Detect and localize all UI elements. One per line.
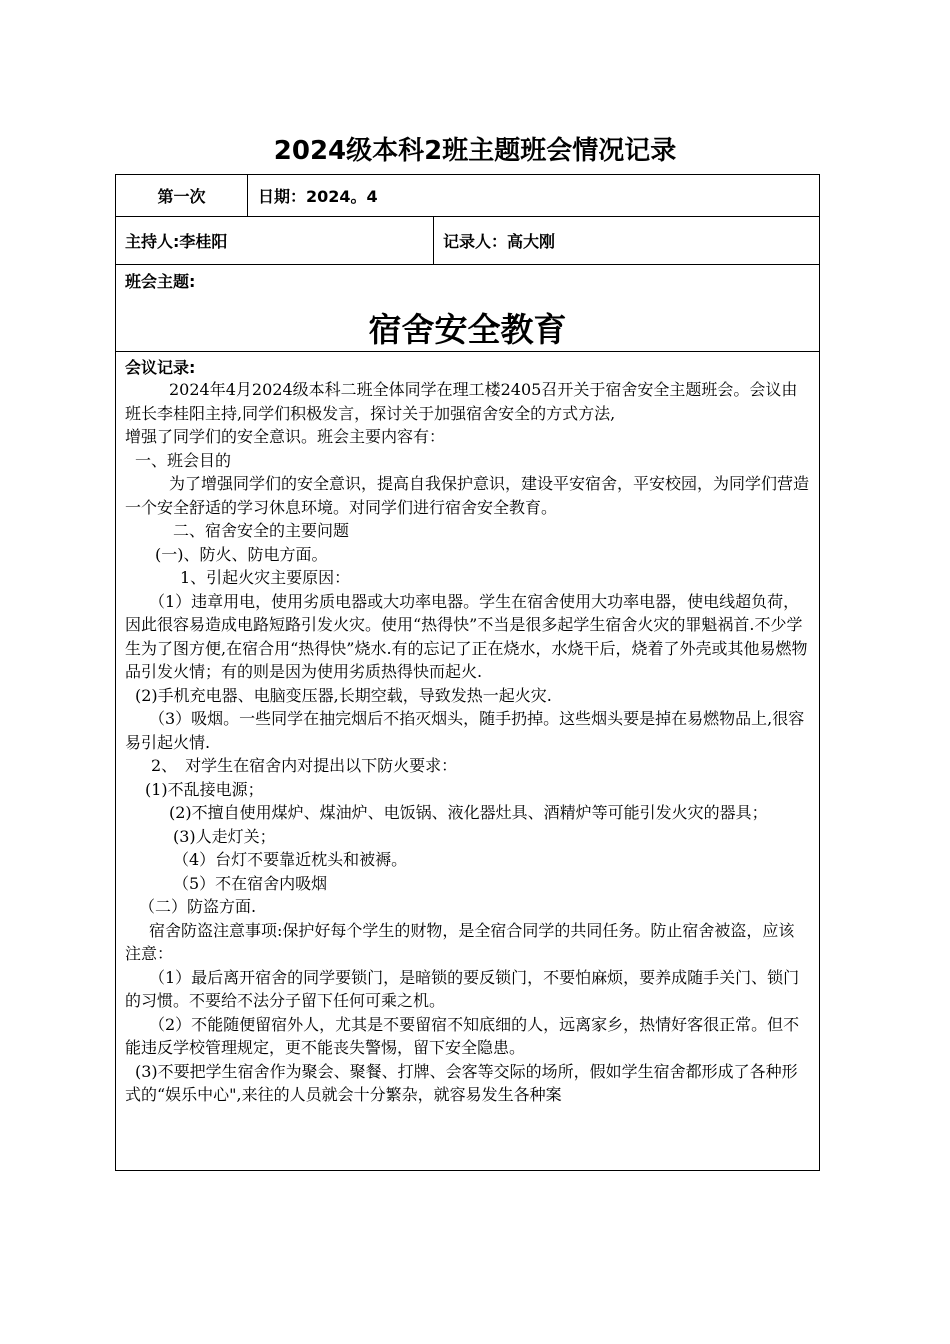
theme-title: 宿舍安全教育 <box>368 310 567 349</box>
subsection-heading: （二）防盗方面. <box>139 897 257 916</box>
list-item: (3)人走灯关； <box>173 826 276 846</box>
paragraph: (3)不要把学生宿舍作为聚会、聚餐、打牌、会客等交际的场所，假如学生宿舍都形成了各种形式的“娱乐中心",来往的人员就会十分繁杂，就容易发生各种案 <box>125 1061 798 1104</box>
list-item: （5）不在宿舍内吸烟 <box>173 873 328 893</box>
paragraph: （3）吸烟。一些同学在抽完烟后不掐灭烟头，随手扔掉。这些烟头要是掉在易燃物品上,很容易引起火情. <box>125 709 805 752</box>
document-title: 2024级本科2班主题班会情况记录 <box>273 136 677 166</box>
list-item: (2)不擅自使用煤炉、煤油炉、电饭锅、液化器灶具、酒精炉等可能引发火灾的器具； <box>169 803 768 822</box>
session-row <box>116 175 820 217</box>
subsection-heading: 2、 对学生在宿舍内对提出以下防火要求： <box>151 756 458 775</box>
theme-row <box>116 265 820 352</box>
host-cell: 主持人:李桂阳 <box>116 217 434 265</box>
paragraph: (2)手机充电器、电脑变压器,长期空载，导致发热一起火灾. <box>135 685 552 705</box>
minutes-row <box>116 352 820 1171</box>
subsection-heading: (一)、防火、防电方面。 <box>155 544 328 564</box>
theme-cell <box>116 265 820 352</box>
paragraph: 2024年4月2024级本科二班全体同学在理工楼2405召开关于宿舍安全主题班会。会议由班长李桂阳主持,同学们积极发言，探讨关于加强宿舍安全的方式方法, <box>125 380 798 423</box>
list-item: (1)不乱接电源； <box>145 779 264 799</box>
paragraph: （1）最后离开宿舍的同学要锁门，是暗锁的要反锁门，不要怕麻烦，要养成随手关门、锁门的习惯。不要给不法分子留下任何可乘之机。 <box>125 967 800 1010</box>
record-table <box>115 174 820 1171</box>
paragraph: 增强了同学们的安全意识。班会主要内容有： <box>125 427 446 446</box>
recorder-cell: 记录人：高大刚 <box>434 217 820 265</box>
minutes-cell <box>116 352 820 1171</box>
section-heading: 一、班会目的 <box>135 450 232 470</box>
section-heading: 二、宿舍安全的主要问题 <box>173 521 350 540</box>
session-cell: 第一次 <box>116 175 248 217</box>
paragraph: （2）不能随便留宿外人，尤其是不要留宿不知底细的人，远离家乡，热情好客很正常。但不能违反学校管理规定，更不能丧失警惕，留下安全隐患。 <box>125 1014 800 1057</box>
paragraph: 为了增强同学们的安全意识，提高自我保护意识，建设平安宿舍，平安校园，为同学们营造一个安全舒适的学习休息环境。对同学们进行宿舍安全教育。 <box>125 474 810 517</box>
subsection-heading: 1、引起火灾主要原因： <box>180 568 351 587</box>
paragraph: 宿舍防盗注意事项:保护好每个学生的财物，是全宿合同学的共同任务。防止宿舍被盗，应该注意： <box>125 920 795 963</box>
date-cell: 日期：2024。4 <box>248 175 820 217</box>
minutes-body <box>116 378 819 1107</box>
people-row <box>116 217 820 265</box>
paragraph: （1）违章用电，使用劣质电器或大功率电器。学生在宿舍使用大功率电器，使电线超负荷，因此很容易造成电路短路引发火灾。使用“热得快”不当是很多起学生宿舍火灾的罪魁祸首.不少学生为了图方便,在宿合用“热得快”烧水.有的忘记了正在烧水，水烧干后，烧着了外壳或其他易燃物品引发火情；有的则是因为使用劣质热得快而起火. <box>125 591 808 681</box>
theme-label: 班会主题: <box>125 272 196 291</box>
list-item: （4）台灯不要靠近枕头和被褥。 <box>173 850 408 869</box>
minutes-label: 会议记录: <box>125 358 196 377</box>
